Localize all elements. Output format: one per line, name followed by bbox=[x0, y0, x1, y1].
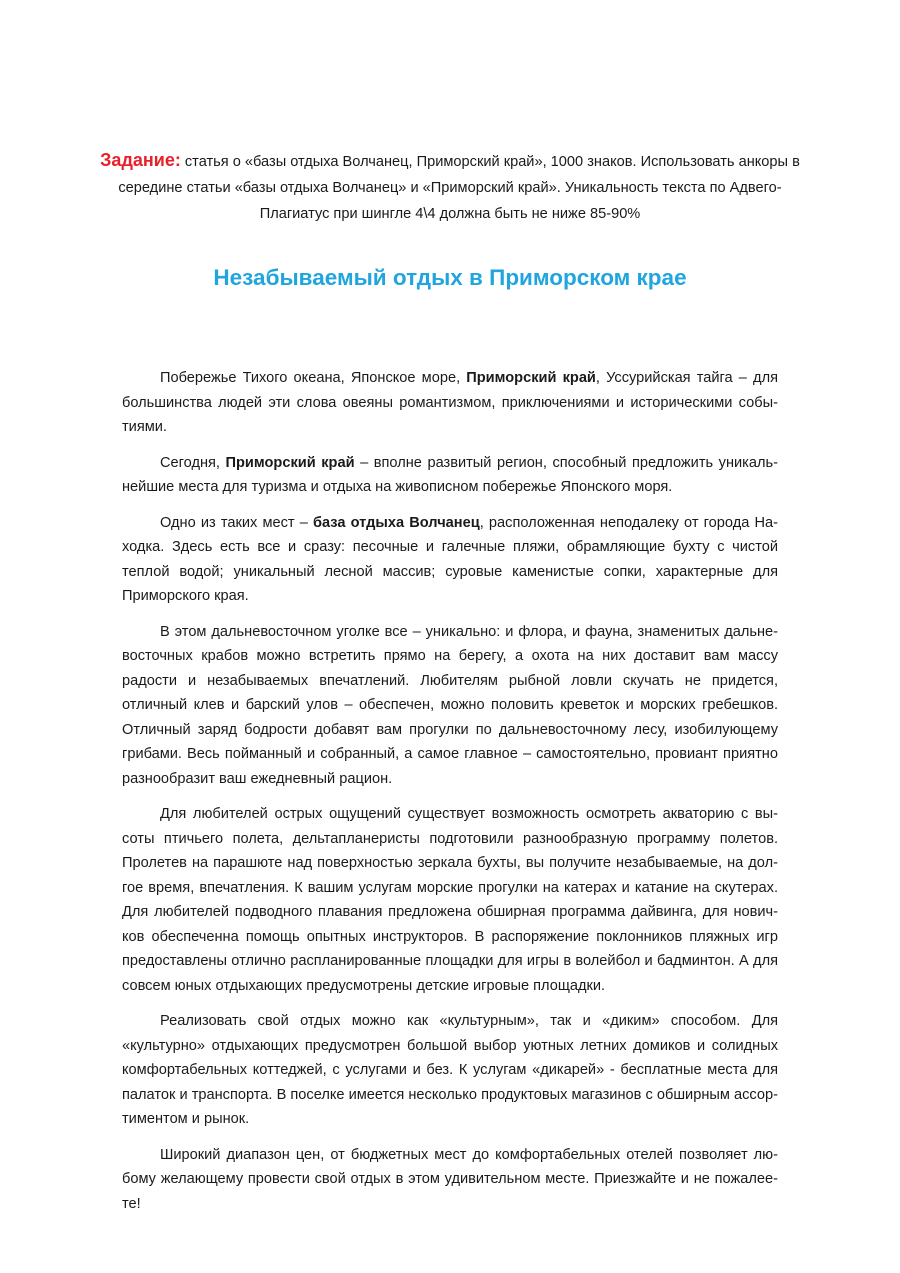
article-body bbox=[122, 366, 778, 1227]
paragraph-1-end: , Уссурийская тайга – для большинства людей эти слова овеяны романтизмом, приключениями и историческими событиями. bbox=[122, 370, 778, 435]
paragraph-7: Широкий диапазон цен, от бюджетных мест до комфортабельных отелей позволяет любому желающему провести свой отдых в этом удивительном месте. Приезжайте и не пожалеете! bbox=[122, 1146, 778, 1212]
paragraph-2-end: – вполне развитый регион, способный предложить уникальнейшие места для туризма и отдыха на живописном побережье Японского моря. bbox=[122, 454, 778, 495]
paragraph-2 bbox=[122, 451, 778, 500]
task-description bbox=[100, 147, 800, 227]
paragraph-1-start: Побережье Тихого океана, Японское море, bbox=[160, 370, 467, 386]
paragraph-6: Реализовать свой отдых можно как «культурным», так и «диким» способом. Для «культурно» отдыхающих предусмотрен большой выбор уютных летних домиков и солидных комфортабельных коттеджей, с услугами и без. К услугам «дикарей» - бесплатные места для палаток и транспорта. В поселке имеется несколько продуктовых магазинов с обширным ассортиментом и рынок. bbox=[122, 1013, 778, 1127]
task-label: Задание: bbox=[100, 150, 181, 170]
paragraph-5: Для любителей острых ощущений существует возможность осмотреть акваторию с высоты птичьего полета, дельтапланеристы подготовили разнообразную программу полетов. Пролетев на парашюте над поверхностью зеркала бухты, вы получите незабываемые, на долгое время, впечатления. К вашим услугам морские прогулки на катерах и катание на скутерах. Для любителей подводного плавания предложена обширная программа дайвинга, для новичков обеспеченна помощь опытных инструкторов. В распоряжение поклонников пляжных игр предоставлены отлично распланированные площадки для игры в волейбол и бадминтон. А для совсем юных отдыхающих предусмотрены детские игровые площадки. bbox=[122, 806, 778, 994]
anchor-primorsky-krai: Приморский край bbox=[466, 370, 596, 386]
paragraph-3-end: , расположенная неподалеку от города Находка. Здесь есть все и сразу: песочные и галечные пляжи, обрамляющие бухту с чистой теплой водой; уникальный лесной массив; суровые каменистые сопки, характерные для Приморского края. bbox=[122, 514, 779, 604]
paragraph-1 bbox=[122, 366, 778, 440]
paragraph-3 bbox=[122, 511, 778, 609]
anchor-primorsky-krai-2: Приморский край bbox=[225, 454, 355, 471]
paragraph-2-start: Сегодня, bbox=[160, 454, 226, 471]
anchor-volchanets-base: база отдыха Волчанец bbox=[312, 514, 480, 531]
task-text: статья о «базы отдыха Волчанец, Приморский край», 1000 знаков. Использовать анкоры в середине статьи «базы отдыха Волчанец» и «Приморский край». Уникальность текста по Адвего-Плагиатус при шингле 4\4 должна быть не ниже 85-90% bbox=[118, 154, 800, 222]
paragraph-4: В этом дальневосточном уголке все – уникально: и флора, и фауна, знаменитых дальневосточных крабов можно встретить прямо на берегу, а охота на них доставит вам массу радости и незабываемых впечатлений. Любителям рыбной ловли скучать не придется, отличный клев и барский улов – обеспечен, можно половить креветок и морских гребешков. Отличный заряд бодрости добавят вам прогулки по дальневосточному лесу, изобилующему грибами. Весь пойманный и собранный, а самое главное – самостоятельно, провиант приятно разнообразит ваш ежедневный рацион. bbox=[122, 623, 778, 787]
article-title: Незабываемый отдых в Приморском крае bbox=[213, 265, 687, 290]
paragraph-3-start: Одно из таких мест – bbox=[160, 514, 313, 531]
